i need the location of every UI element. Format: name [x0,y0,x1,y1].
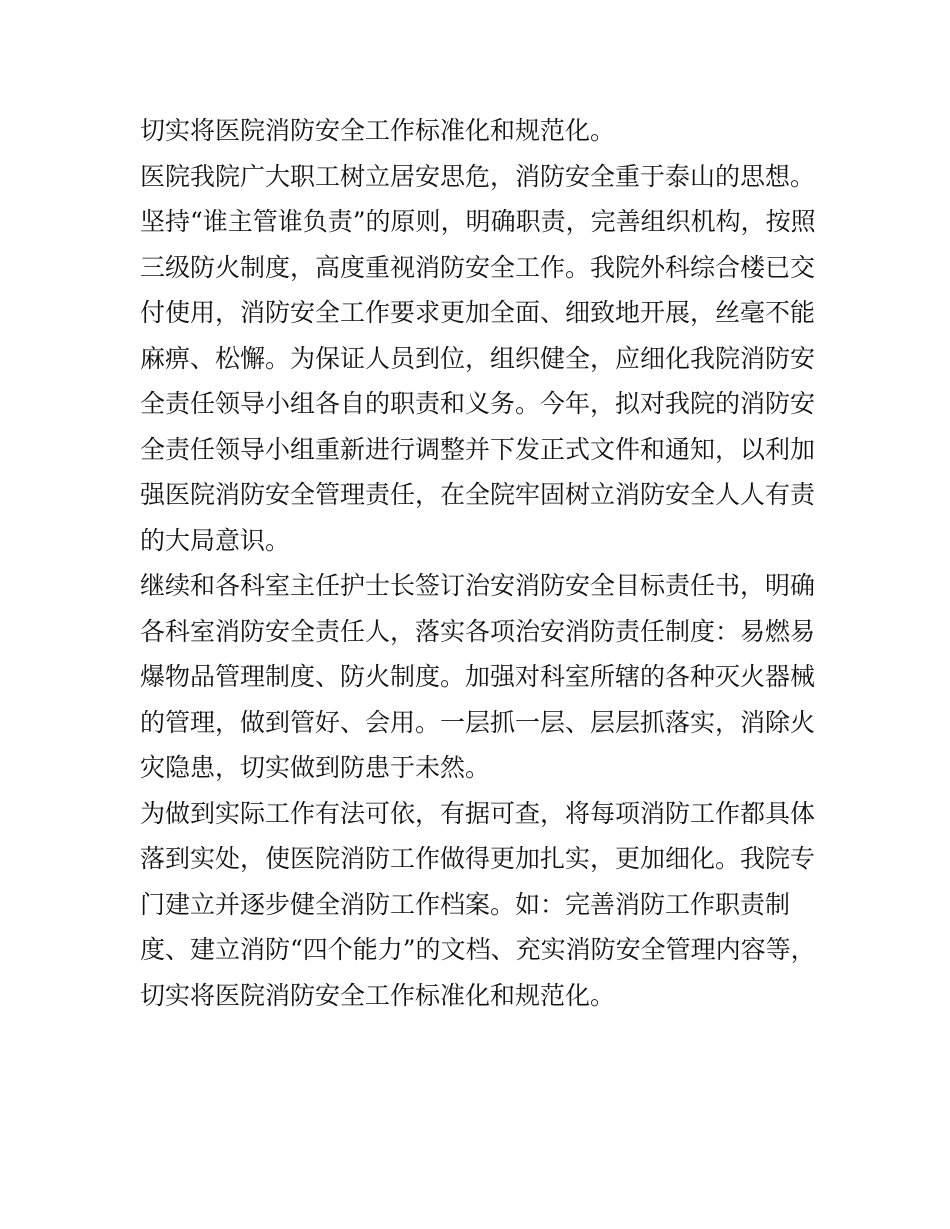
document-body [140,108,816,1018]
text-line: 切实将医院消防安全工作标准化和规范化。 [140,116,616,145]
text-line: 继续和各科室主任护士长签订治安消防安全目标责任书，明确 [140,571,816,600]
text-line: 全责任领导小组重新进行调整并下发正式文件和通知，以利加 [140,434,816,464]
text-line: 付使用，消防安全工作要求更加全面、细致地开展，丝毫不能 [140,298,816,327]
paragraph-4 [140,791,816,1019]
text-line: 全责任领导小组各自的职责和义务。今年，拟对我院的消防安 [140,389,816,418]
paragraph-2 [140,154,816,564]
paragraph-1 [140,108,812,154]
text-line: 落到实处，使医院消防工作做得更加扎实，更加细化。我院专 [140,844,816,873]
text-line: 麻痹、松懈。为保证人员到位，组织健全，应细化我院消防安 [140,343,816,373]
text-line: 的管理，做到管好、会用。一层抓一层、层层抓落实，消除火 [140,707,816,737]
paragraph-3 [140,563,816,791]
text-line: 为做到实际工作有法可依，有据可查，将每项消防工作都具体 [140,798,816,828]
text-line: 度、建立消防“四个能力”的文档、充实消防安全管理内容等， [140,935,816,964]
text-line: 三级防火制度，高度重视消防安全工作。我院外科综合楼已交 [140,252,816,282]
text-line: 切实将医院消防安全工作标准化和规范化。 [140,980,616,1010]
text-line: 坚持“谁主管谁负责”的原则，明确职责，完善组织机构，按照 [140,207,816,236]
text-line: 门建立并逐步健全消防工作档案。如：完善消防工作职责制 [140,889,791,919]
text-line: 爆物品管理制度、防火制度。加强对科室所辖的各种灭火器械 [140,662,816,691]
text-line: 灾隐患，切实做到防患于未然。 [140,753,491,782]
text-line: 各科室消防安全责任人，落实各项治安消防责任制度：易燃易 [140,616,816,646]
text-line: 的大局意识。 [140,525,291,555]
text-line: 医院我院广大职工树立居安思危，消防安全重于泰山的思想。 [140,161,816,191]
text-line: 强医院消防安全管理责任，在全院牢固树立消防安全人人有责 [140,480,816,509]
